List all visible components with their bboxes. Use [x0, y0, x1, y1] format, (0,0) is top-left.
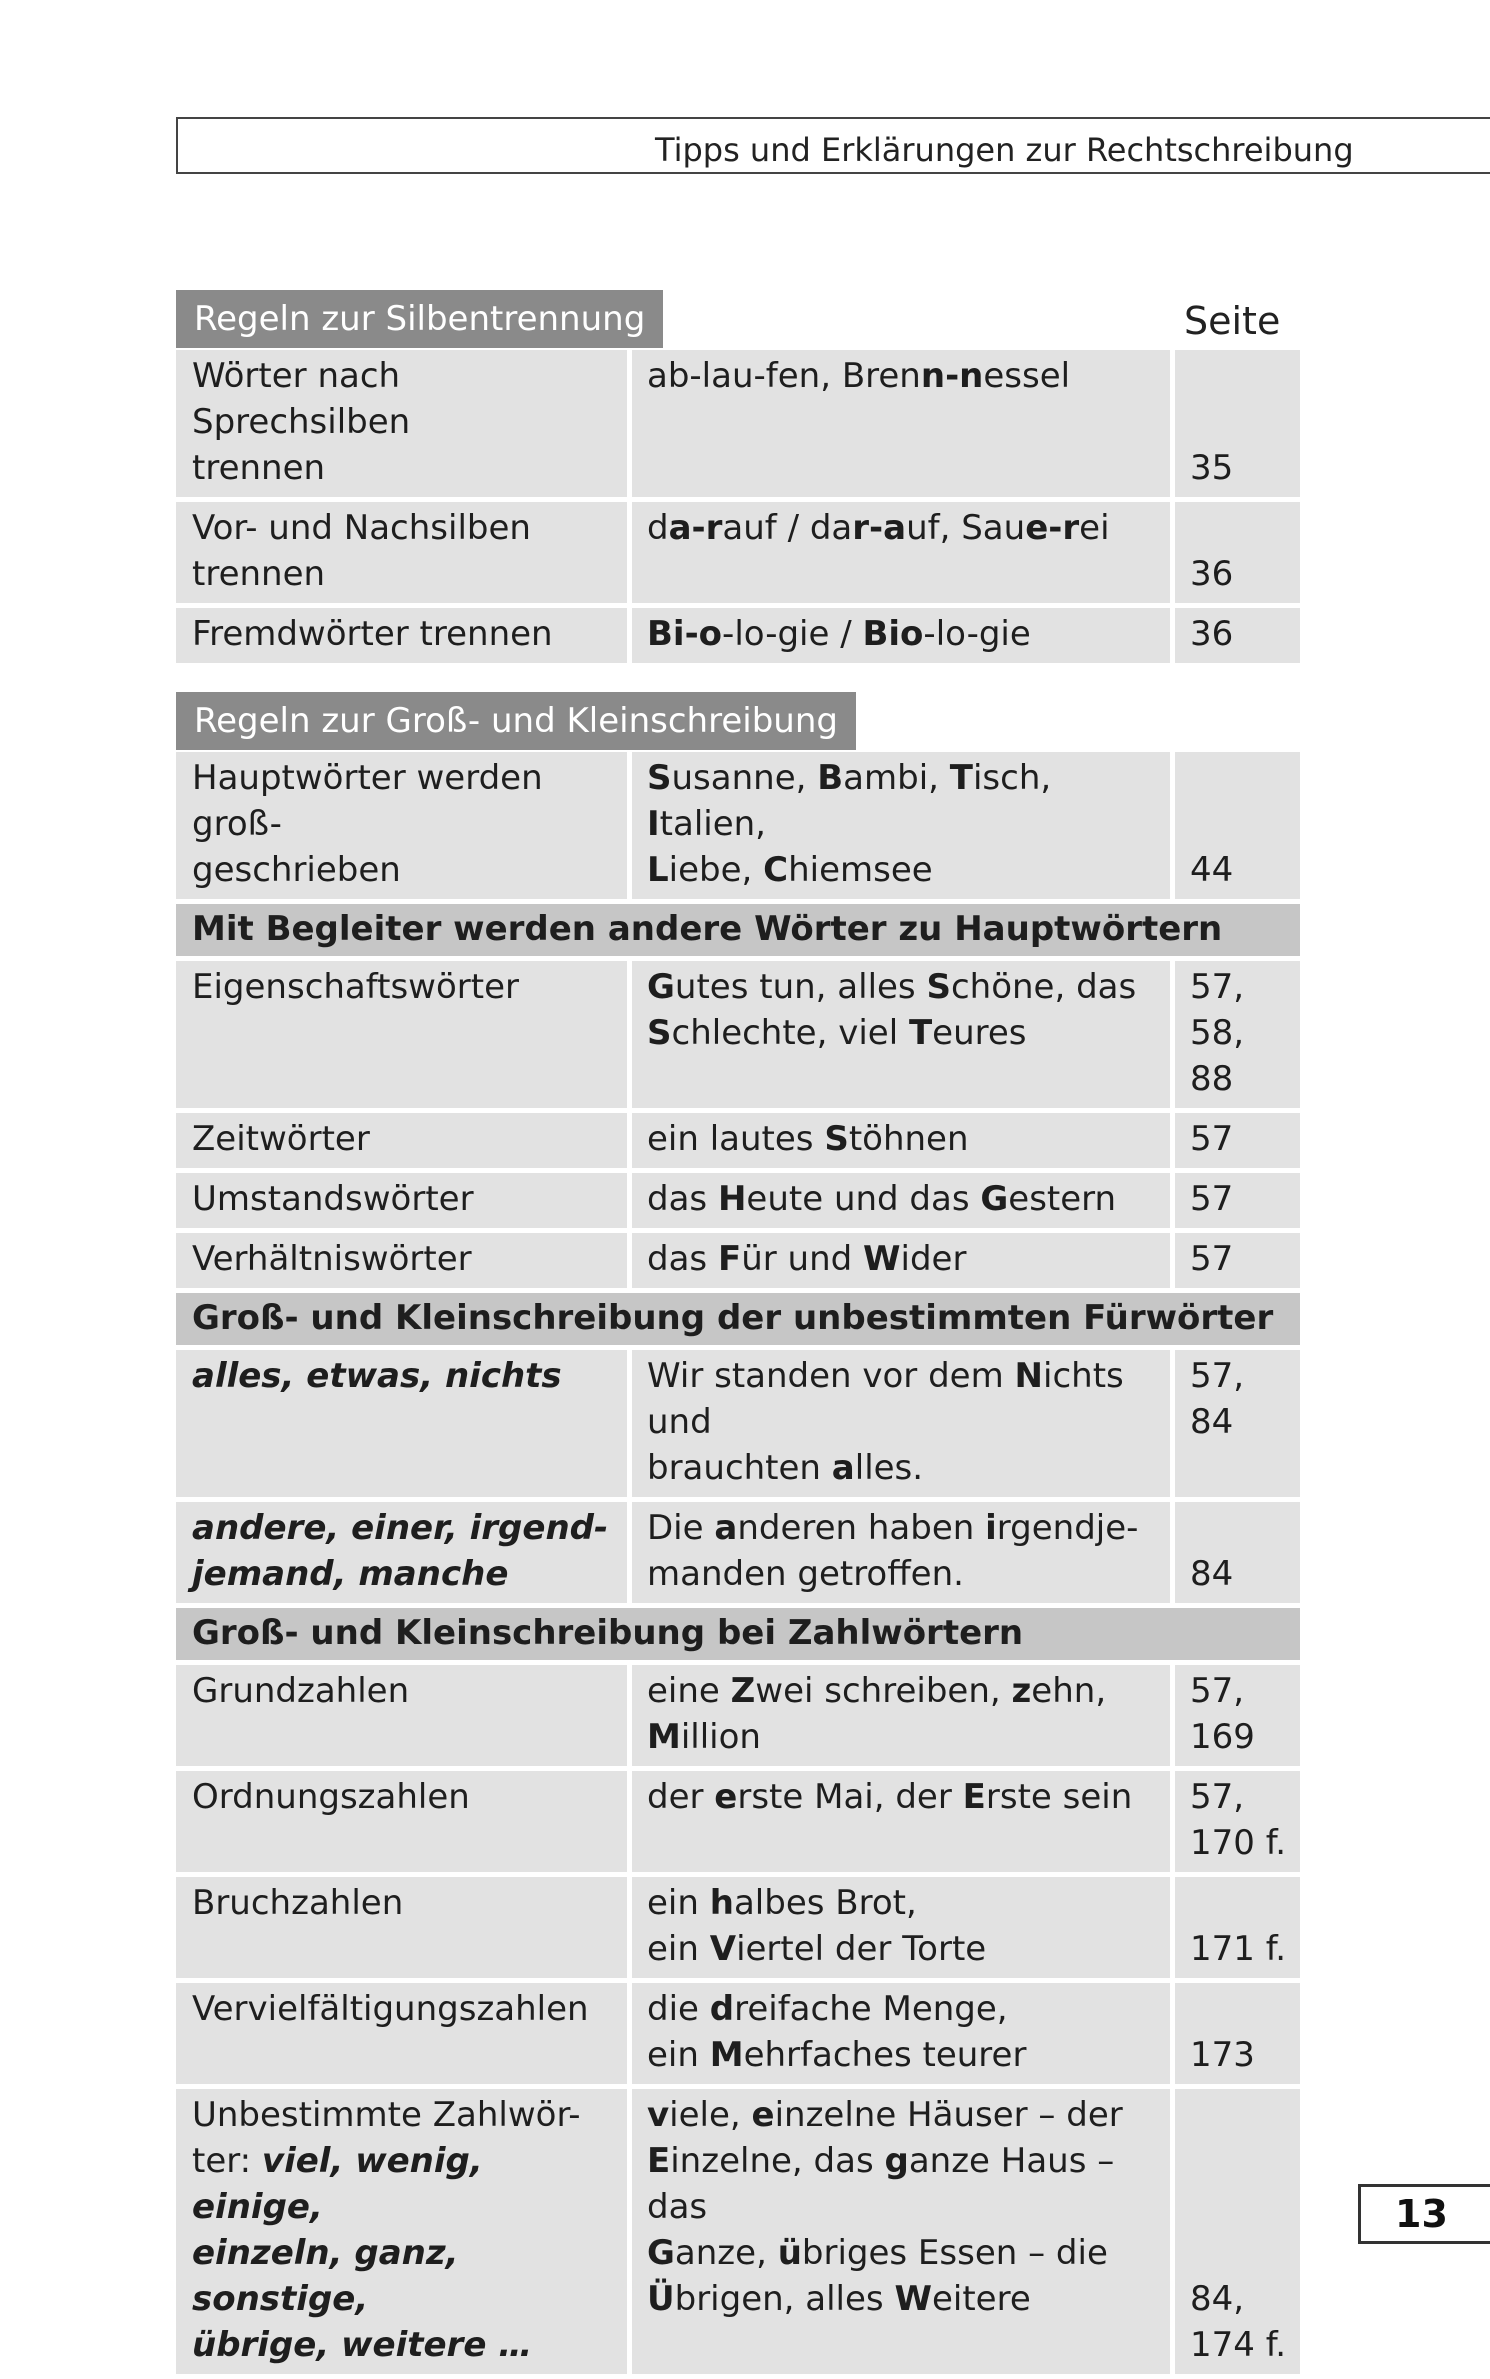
- rule-cell: Bruchzahlen: [176, 1877, 632, 1978]
- table-row: [176, 1983, 1300, 2084]
- rule-cell: Eigenschaftswörter: [176, 961, 632, 1108]
- table-row: [176, 961, 1300, 1108]
- page-number: 13: [1395, 2192, 1448, 2236]
- section-silbentrennung-head: [176, 290, 1300, 350]
- example-cell: die dreifache Menge, ein Mehrfaches teurer: [632, 1983, 1175, 2084]
- rule-cell: Umstandswörter: [176, 1173, 632, 1228]
- example-cell: viele, einzelne Häuser – der Einzelne, das ganze Haus – das Ganze, übriges Essen – die Übrigen, alles Weitere: [632, 2089, 1175, 2374]
- rules-content: [176, 290, 1300, 2379]
- section-title: Regeln zur Silbentrennung: [176, 290, 663, 348]
- page-cell: 57, 170 f.: [1175, 1771, 1300, 1872]
- example-cell: ein lautes Stöhnen: [632, 1113, 1175, 1168]
- section-title: Regeln zur Groß- und Kleinschreibung: [176, 692, 856, 750]
- rule-cell: Fremdwörter trennen: [176, 608, 632, 663]
- rule-cell: Hauptwörter werden groß- geschrieben: [176, 752, 632, 899]
- example-cell: Die anderen haben irgendje- manden getroffen.: [632, 1502, 1175, 1603]
- rule-cell: alles, etwas, nichts: [176, 1350, 632, 1497]
- subheading-row: [176, 1293, 1300, 1345]
- page-header-title: Tipps und Erklärungen zur Rechtschreibung: [655, 131, 1354, 169]
- page-cell: 173: [1175, 1983, 1300, 2084]
- rule-cell: Grundzahlen: [176, 1665, 632, 1766]
- table-row: [176, 1233, 1300, 1288]
- table-row: [176, 608, 1300, 663]
- gross-klein-table: [176, 747, 1300, 2379]
- subheading-row: [176, 904, 1300, 956]
- example-cell: ein halbes Brot, ein Viertel der Torte: [632, 1877, 1175, 1978]
- example-cell: der erste Mai, der Erste sein: [632, 1771, 1175, 1872]
- page-cell: 57: [1175, 1233, 1300, 1288]
- table-row: [176, 350, 1300, 497]
- rule-cell: Zeitwörter: [176, 1113, 632, 1168]
- rule-cell: Verhältniswörter: [176, 1233, 632, 1288]
- table-row: [176, 1350, 1300, 1497]
- page-cell: 57, 84: [1175, 1350, 1300, 1497]
- table-row: [176, 1771, 1300, 1872]
- page-cell: 36: [1175, 608, 1300, 663]
- rule-cell: Vervielfältigungszahlen: [176, 1983, 632, 2084]
- example-cell: das Heute und das Gestern: [632, 1173, 1175, 1228]
- subheading-row: [176, 1608, 1300, 1660]
- rule-cell: andere, einer, irgend- jemand, manche: [176, 1502, 632, 1603]
- subheading: Groß- und Kleinschreibung der unbestimmten Fürwörter: [176, 1293, 1300, 1345]
- page-cell: 57: [1175, 1173, 1300, 1228]
- example-cell: da-rauf / dar-auf, Saue-rei: [632, 502, 1175, 603]
- page-cell: 84: [1175, 1502, 1300, 1603]
- rule-cell: Unbestimmte Zahlwör- ter: viel, wenig, einige, einzeln, ganz, sonstige, übrige, weitere …: [176, 2089, 632, 2374]
- example-cell: Bi-o-lo-gie / Bio-lo-gie: [632, 608, 1175, 663]
- page-cell: 35: [1175, 350, 1300, 497]
- rule-cell: Wörter nach Sprechsilben trennen: [176, 350, 632, 497]
- example-cell: Wir standen vor dem Nichts und brauchten alles.: [632, 1350, 1175, 1497]
- table-row: [176, 1665, 1300, 1766]
- table-row: [176, 502, 1300, 603]
- page-cell: 36: [1175, 502, 1300, 603]
- table-row: [176, 1877, 1300, 1978]
- page-cell: 57: [1175, 1113, 1300, 1168]
- subheading: Mit Begleiter werden andere Wörter zu Hauptwörtern: [176, 904, 1300, 956]
- page-cell: 44: [1175, 752, 1300, 899]
- page-cell: 84, 174 f.: [1175, 2089, 1300, 2374]
- example-cell: ab-lau-fen, Brenn-nessel: [632, 350, 1175, 497]
- rule-cell: Vor- und Nachsilben trennen: [176, 502, 632, 603]
- page-cell: 57, 58, 88: [1175, 961, 1300, 1108]
- section-gross-klein-head: [176, 692, 1300, 752]
- page-cell: 171 f.: [1175, 1877, 1300, 1978]
- example-cell: das Für und Wider: [632, 1233, 1175, 1288]
- subheading: Groß- und Kleinschreibung bei Zahlwörtern: [176, 1608, 1300, 1660]
- silbentrennung-table: [176, 345, 1300, 668]
- table-row: [176, 2089, 1300, 2374]
- table-row: [176, 1502, 1300, 1603]
- example-cell: Susanne, Bambi, Tisch, Italien, Liebe, Chiemsee: [632, 752, 1175, 899]
- example-cell: Gutes tun, alles Schöne, das Schlechte, viel Teures: [632, 961, 1175, 1108]
- example-cell: eine Zwei schreiben, zehn, Million: [632, 1665, 1175, 1766]
- page-cell: 57, 169: [1175, 1665, 1300, 1766]
- table-row: [176, 1173, 1300, 1228]
- table-row: [176, 752, 1300, 899]
- rule-cell: Ordnungszahlen: [176, 1771, 632, 1872]
- table-row: [176, 1113, 1300, 1168]
- seite-column-label: Seite: [1184, 299, 1281, 343]
